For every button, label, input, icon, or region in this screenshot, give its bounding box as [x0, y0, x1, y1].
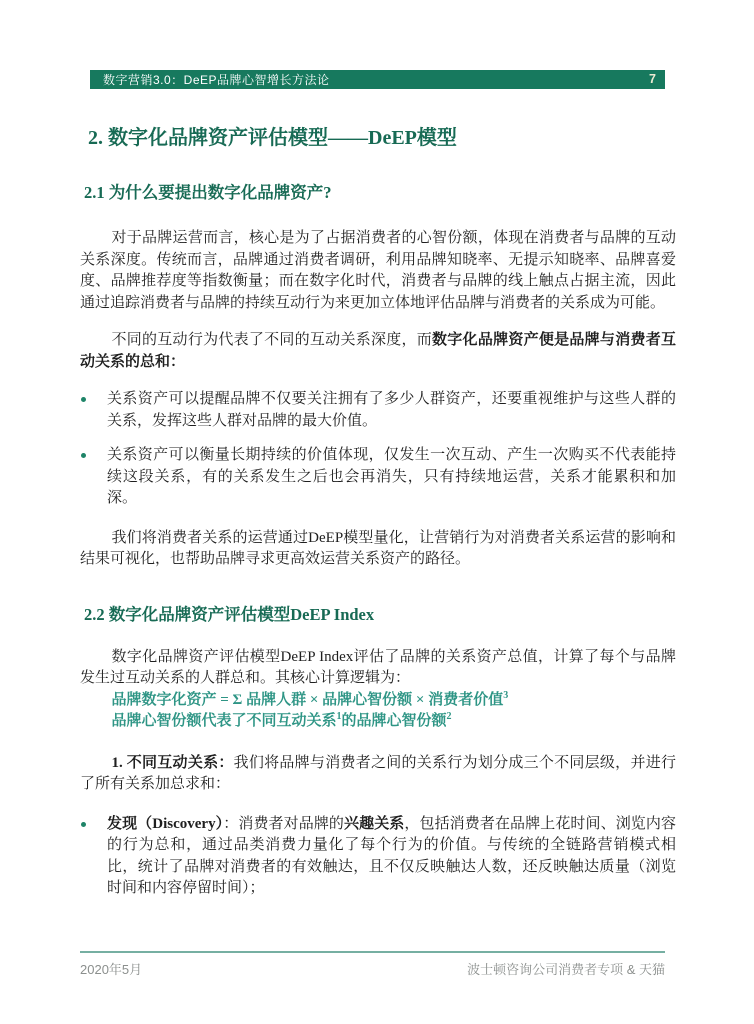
- formula-2-footnote-marker-2: 2: [446, 710, 452, 722]
- paragraph-deep-index: 数字化品牌资产评估模型DeEP Index评估了品牌的关系资产总值，计算了每个与品牌发生过互动关系的人群总和。其核心计算逻辑为：: [80, 648, 676, 686]
- formula-brand-digital-asset: [80, 690, 676, 711]
- formula-1-text: 品牌数字化资产 = Σ 品牌人群 × 品牌心智份额 × 消费者价值: [111, 691, 504, 708]
- bullet-discovery-interest-bold: 兴趣关系: [344, 815, 405, 832]
- paragraph-definition-bold: 数字化品牌资产便是品牌与消费者互动关系的总和：: [80, 332, 676, 370]
- paragraph-interaction-levels-normal: 我们将品牌与消费者之间的关系行为划分成三个不同层级，并进行了所有关系加总求和：: [80, 754, 676, 792]
- bullet-item-discovery: [80, 814, 676, 900]
- paragraph-deep-model: 我们将消费者关系的运营通过DeEP模型量化，让营销行为对消费者关系运营的影响和结果可视化，也帮助品牌寻求更高效运营关系资产的路径。: [80, 529, 676, 567]
- page-header-bar: [90, 70, 665, 89]
- page-number: 7: [649, 72, 656, 86]
- header-title: 数字营销3.0：DeEP品牌心智增长方法论: [103, 73, 330, 87]
- formula-2-footnote-marker-1: 1: [336, 710, 342, 722]
- bullet-item-measure: 关系资产可以衡量长期持续的价值体现，仅发生一次互动、产生一次购买不代表能持续这段关系，有的关系发生之后也会再消失，只有持续地运营，关系才能累积和加深。: [80, 445, 676, 510]
- bullet-discovery-term: 发现（Discovery）: [107, 815, 224, 832]
- bullet-discovery-text-2: ，包括消费者在品牌上花时间、浏览内容的行为总和，通过品类消费力量化了每个行为的价值。与传统的全链路营销模式相比，统计了品牌对消费者的有效触达，且不仅反映触达人数，还反映触达质量（浏览时间和内容停留时间）；: [107, 815, 676, 896]
- bullet-item-remind: 关系资产可以提醒品牌不仅要关注拥有了多少人群资产，还要重视维护与这些人群的关系，发挥这些人群对品牌的最大价值。: [80, 389, 676, 432]
- content-column: [80, 124, 676, 900]
- paragraph-intro: 对于品牌运营而言，核心是为了占据消费者的心智份额，体现在消费者与品牌的互动关系深度。传统而言，品牌通过消费者调研，利用品牌知晓率、无提示知晓率、品牌喜爱度、品牌推荐度等指数衡量；而在数字化时代，消费者与品牌的线上触点占据主流，因此通过追踪消费者与品牌的持续互动行为来更加立体地评估品牌与消费者的关系成为可能。: [80, 230, 676, 311]
- paragraph-interaction-levels: [80, 753, 676, 796]
- formula-2-text-2: 的品牌心智份额: [341, 712, 447, 729]
- footer-date: 2020年5月: [80, 962, 143, 977]
- section-heading-2-1: 2.1 为什么要提出数字化品牌资产?: [84, 183, 332, 202]
- formula-2-text-1: 品牌心智份额代表了不同互动关系: [111, 712, 337, 729]
- paragraph-interaction-levels-bold: 1. 不同互动关系：: [111, 754, 234, 771]
- footer-organization: 波士顿咨询公司消费者专项 & 天猫: [467, 962, 665, 977]
- formula-1-footnote-marker: 3: [503, 689, 509, 701]
- section-heading-2-2: 2.2 数字化品牌资产评估模型DeEP Index: [84, 604, 375, 624]
- paragraph-definition-normal: 不同的互动行为代表了不同的互动关系深度，而: [111, 332, 433, 348]
- formula-mind-share: [80, 711, 676, 732]
- paragraph-definition: [80, 330, 676, 373]
- bullet-discovery-text-1: ：消费者对品牌的: [223, 815, 345, 832]
- chapter-title: 2. 数字化品牌资产评估模型——DeEP模型: [88, 127, 457, 149]
- footer-divider: [80, 951, 665, 953]
